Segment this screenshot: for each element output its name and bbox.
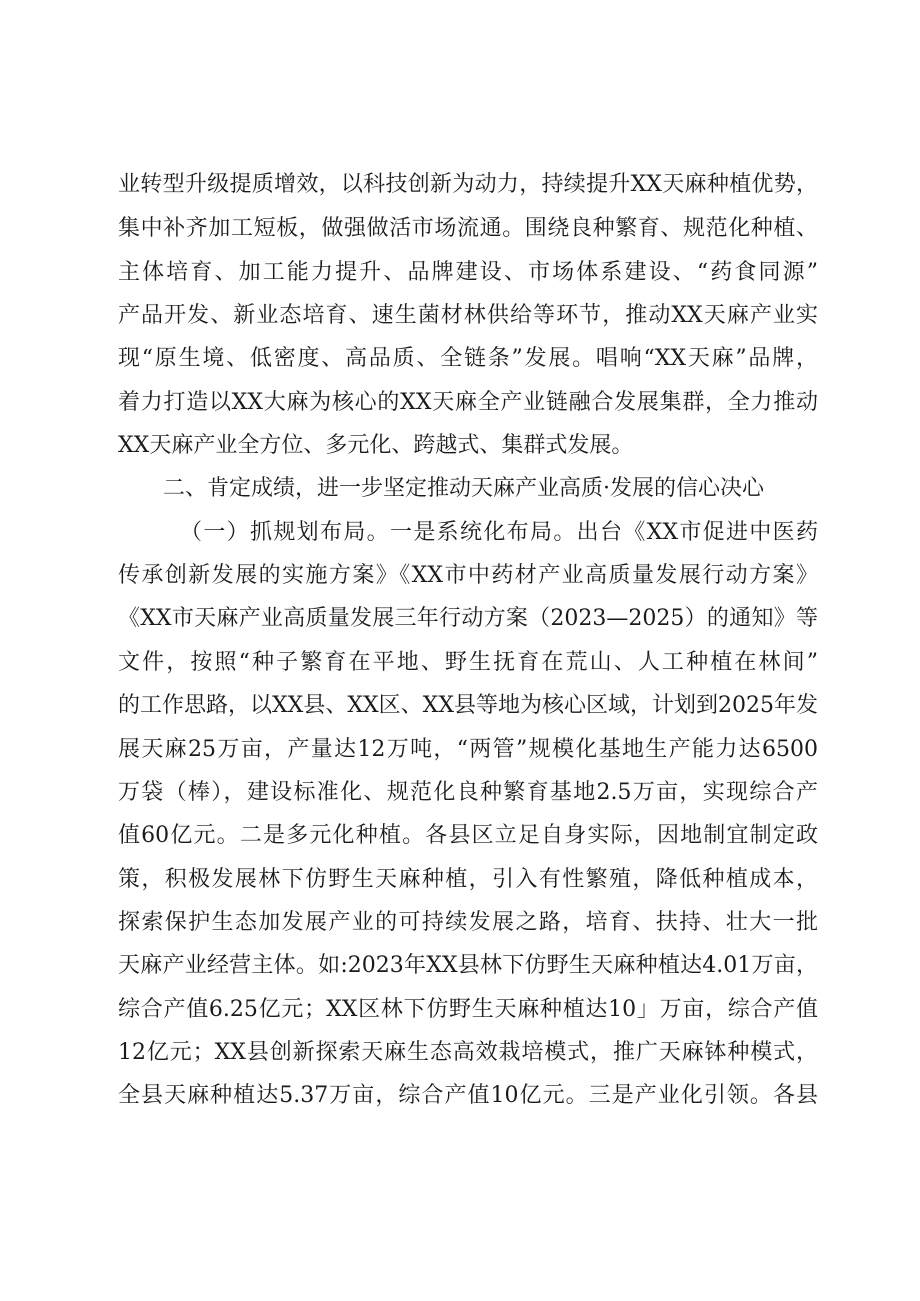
paragraph-line: 现“原生境、低密度、高品质、全链条”发展。唱响“XX天麻”品牌， [118, 346, 818, 371]
paragraph-line: 值60亿元。二是多元化种植。各县区立足自身实际，因地制宜制定政 [118, 823, 818, 848]
paragraph-line: 产品开发、新业态培育、速生菌材林供给等环节，推动XX天麻产业实 [118, 303, 818, 328]
paragraph-line: 万袋（棒），建设标准化、规范化良种繁育基地2.5万亩，实现综合产 [118, 780, 818, 805]
paragraph-line: 《XX市天麻产业高质量发展三年行动方案（2023—2025）的通知》等 [118, 606, 818, 631]
paragraph-line: 策，积极发展林下仿野生天麻种植，引入有性繁殖，降低种植成本， [118, 867, 818, 892]
paragraph-line: 探索保护生态加发展产业的可持续发展之路，培育、扶持、壮大一批 [118, 910, 818, 935]
subsection-heading-line: （一）抓规划布局。一是系统化布局。出台《XX市促进中医药 [180, 520, 818, 545]
paragraph-line: 展天麻25万亩，产量达12万吨，“两管”规模化基地生产能力达6500 [118, 737, 818, 762]
paragraph-line: 着力打造以XX大麻为核心的XX天麻全产业链融合发展集群，全力推动 [118, 390, 818, 415]
paragraph-line: 12亿元；XX县创新探索天麻生态高效栽培模式，推广天麻钵种模式， [118, 1040, 818, 1065]
section-heading: 二、肯定成绩，进一步坚定推动天麻产业高质·发展的信心决心 [163, 476, 764, 501]
paragraph-line: 文件，按照“种子繁育在平地、野生抚育在荒山、人工种植在林间” [118, 650, 818, 675]
paragraph-line: 天麻产业经营主体。如:2023年XX县林下仿野生天麻种植达4.01万亩， [118, 953, 818, 978]
paragraph-line: 全县天麻种植达5.37万亩，综合产值10亿元。三是产业化引领。各县 [118, 1083, 818, 1108]
paragraph-line: 的工作思路，以XX县、XX区、XX县等地为核心区域，计划到2025年发 [118, 693, 818, 718]
paragraph-line: 主体培育、加工能力提升、品牌建设、市场体系建设、“药食同源” [118, 260, 818, 285]
paragraph-line: 综合产值6.25亿元；XX区林下仿野生天麻种植达10」万亩，综合产值 [118, 997, 818, 1022]
paragraph-line: 业转型升级提质增效，以科技创新为动力，持续提升XX天麻种植优势， [118, 172, 818, 197]
paragraph-line: 集中补齐加工短板，做强做活市场流通。围绕良种繁育、规范化种植、 [118, 216, 818, 241]
paragraph-line: XX天麻产业全方位、多元化、跨越式、集群式发展。 [118, 433, 634, 458]
paragraph-line: 传承创新发展的实施方案》《XX市中药材产业高质量发展行动方案》 [118, 563, 818, 588]
